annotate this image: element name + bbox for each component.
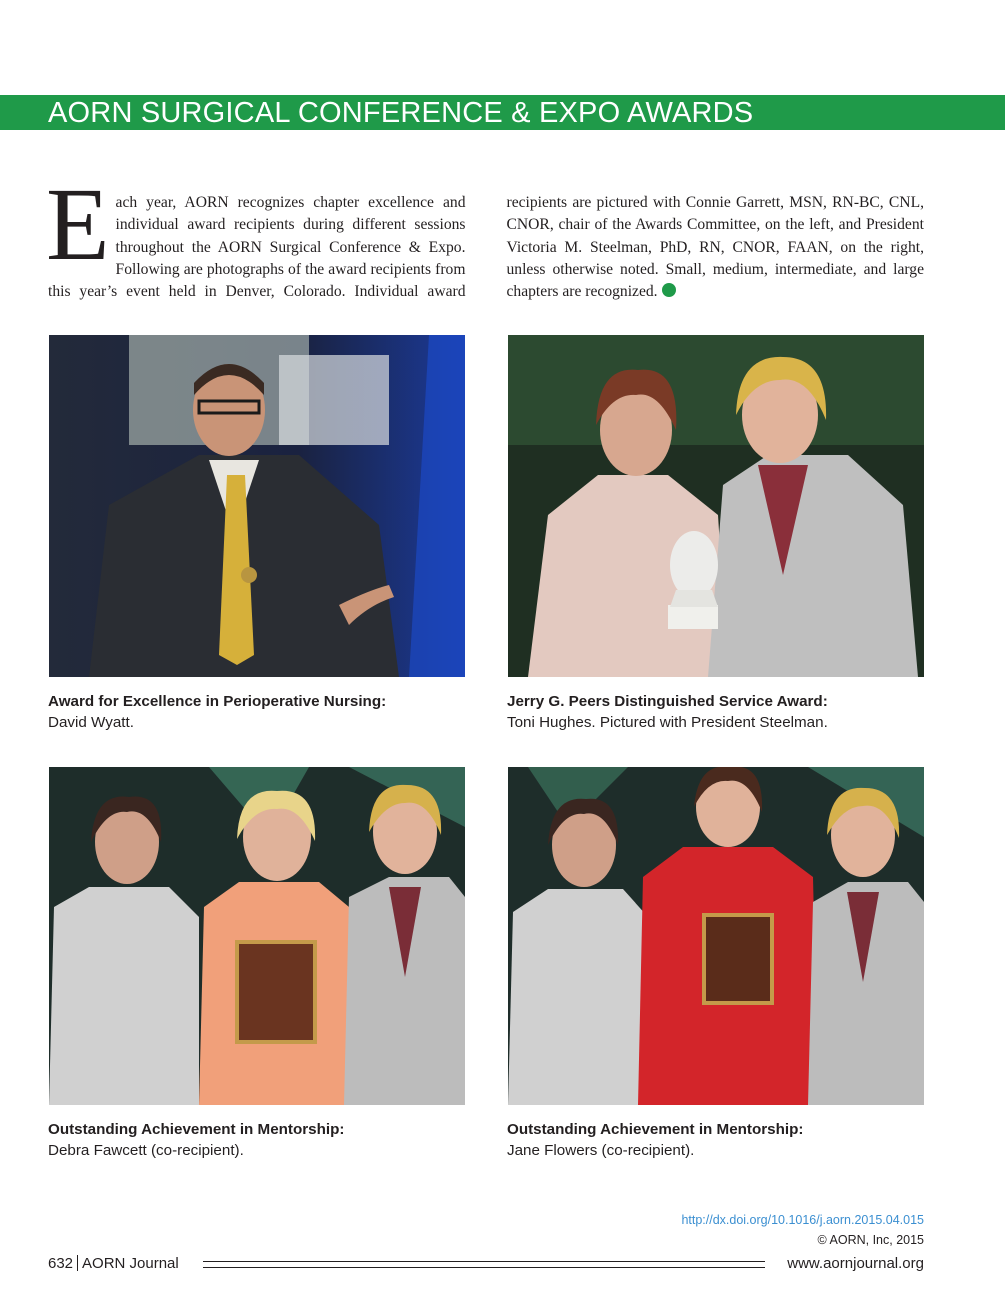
intro-text: ach year, AORN recognizes chapter excellence and individual award recipients during different sessions throughout the AORN Surgical Conference & Expo. Following are photographs of the award recipients from this year’s event held in Denver, Colorado. Individual award recipients are pictured with Connie Garrett, MSN, RN-BC, CNL, CNOR, chair of the Awards Committee, on the left, and President Victoria M. Steelman, PhD, RN, CNOR, FAAN, on the right, unless otherwise noted. Small, medium, intermediate, and large chapters are recognized. xyxy=(48,194,924,301)
footer-page-info xyxy=(48,1255,179,1272)
photo-jane-flowers xyxy=(508,767,924,1105)
caption-photo-4 xyxy=(507,1119,803,1161)
caption-text: Jane Flowers (co-recipient). xyxy=(507,1142,695,1159)
caption-photo-2 xyxy=(507,691,828,733)
intro-paragraph xyxy=(46,167,924,306)
caption-title: Outstanding Achievement in Mentorship: xyxy=(48,1121,345,1138)
caption-photo-1 xyxy=(48,691,386,733)
photo-toni-hughes xyxy=(508,335,924,677)
doi-link[interactable]: http://dx.doi.org/10.1016/j.aorn.2015.04.015 xyxy=(681,1213,924,1227)
caption-title: Jerry G. Peers Distinguished Service Award: xyxy=(507,693,828,710)
journal-name: AORN Journal xyxy=(82,1255,179,1272)
footer-rule xyxy=(203,1261,765,1268)
photo-david-wyatt xyxy=(49,335,465,677)
title-banner xyxy=(0,95,1005,130)
caption-text: Debra Fawcett (co-recipient). xyxy=(48,1142,244,1159)
website-link[interactable]: www.aornjournal.org xyxy=(787,1255,924,1272)
end-mark-icon xyxy=(662,283,676,297)
copyright-notice: © AORN, Inc, 2015 xyxy=(817,1233,924,1247)
caption-title: Outstanding Achievement in Mentorship: xyxy=(507,1121,804,1138)
page-number: 632 xyxy=(48,1255,74,1272)
photo-debra-fawcett xyxy=(49,767,465,1105)
caption-text: Toni Hughes. Pictured with President Steelman. xyxy=(507,714,828,731)
caption-photo-3 xyxy=(48,1119,344,1161)
page-title: AORN SURGICAL CONFERENCE & EXPO AWARDS xyxy=(48,97,754,129)
caption-title: Award for Excellence in Perioperative Nursing: xyxy=(48,693,387,710)
footer-divider xyxy=(77,1255,78,1271)
drop-cap: E xyxy=(46,167,110,282)
caption-text: David Wyatt. xyxy=(48,714,134,731)
